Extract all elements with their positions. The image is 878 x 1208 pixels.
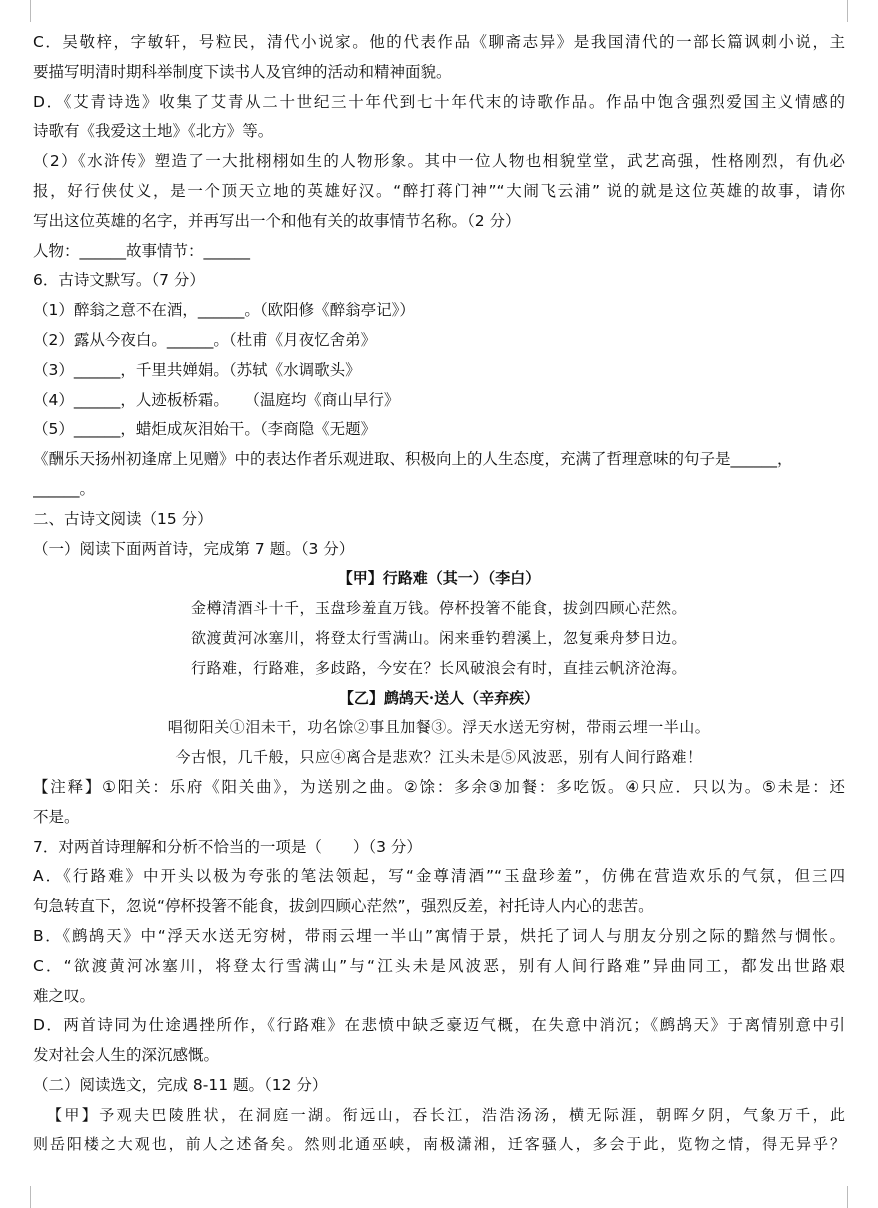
question-5-2-line-3: 写出这位英雄的名字，并再写出一个和他有关的故事情节名称。（2 分） (33, 211, 521, 230)
passage-jia-line-1: 【甲】予观夫巴陵胜状，在洞庭一湖。衔远山，吞长江，浩浩汤汤，横无际涯，朝晖夕阴，气象万千，此 (47, 1105, 845, 1124)
question-6-item-1: （1）醉翁之意不在酒，______。（欧阳修《醉翁亭记》） (33, 301, 415, 320)
poem-yi-title: 【乙】鹧鸪天·送人（辛弃疾） (338, 688, 540, 707)
question-7-option-c-line-1: C．“欲渡黄河冰塞川，将登太行雪满山”与“江头未是风波恶，别有人间行路难”异曲同工，都发出世路艰 (33, 956, 845, 975)
poem-yi-line-1: 唱彻阳关①泪未干，功名馀②事且加餐③。浮天水送无穷树，带雨云埋一半山。 (167, 718, 711, 737)
crop-mark-bottom-right (847, 1186, 848, 1208)
question-6-item-3: （3）______，千里共婵娟。（苏轼《水调歌头》 (33, 360, 361, 379)
option-c-line-1: C．吴敬梓，字敏轩，号粒民，清代小说家。他的代表作品《聊斋志异》是我国清代的一部长篇讽刺小说，主 (33, 33, 845, 51)
section-2-heading: 二、古诗文阅读（15 分） (33, 509, 213, 528)
subsection-1-heading: （一）阅读下面两首诗，完成第 7 题。（3 分） (33, 539, 355, 558)
poem-jia-line-2: 欲渡黄河冰塞川，将登太行雪满山。闲来垂钓碧溪上，忽复乘舟梦日边。 (190, 628, 687, 647)
question-7-option-d-line-1: D．两首诗同为仕途遇挫所作，《行路难》在悲愤中缺乏豪迈气概，在失意中消沉；《鹧鸪天》于离情别意中引 (33, 1016, 845, 1035)
crop-mark-top-right (847, 0, 848, 22)
question-6-item-4: （4）______，人迹板桥霜。 （温庭均《商山早行》 (33, 390, 400, 409)
poem-jia-line-1: 金樽清酒斗十千，玉盘珍羞直万钱。停杯投箸不能食，拔剑四顾心茫然。 (190, 599, 687, 618)
question-6-item-5: （5）______，蜡炬成灰泪始干。（李商隐《无题》 (33, 420, 377, 439)
question-5-2-line-2: 报，好行侠仗义，是一个顶天立地的英雄好汉。“醉打蒋门神”“大闹飞云浦” 说的就是这位英雄的故事，请你 (33, 181, 845, 200)
question-7-option-a-line-1: A．《行路难》中开头以极为夸张的笔法领起，写“金尊清酒”“玉盘珍羞”，仿佛在营造欢乐的气氛，但三四 (33, 867, 845, 886)
question-6-item-2: （2）露从今夜白。______。（杜甫《月夜忆舍弟》 (33, 330, 377, 349)
question-7-option-c-line-2: 难之叹。 (33, 986, 96, 1005)
passage-jia-line-2: 则岳阳楼之大观也，前人之述备矣。然则北通巫峡，南极潇湘，迁客骚人，多会于此，览物之情，得无异乎？ (33, 1135, 845, 1154)
poem-jia-title: 【甲】行路难（其一）（李白） (337, 569, 541, 588)
option-c-line-2: 要描写明清时期科举制度下读书人及官绅的活动和精神面貌。 (33, 62, 452, 81)
annotation-line-2: 不是。 (33, 807, 80, 826)
document-body (33, 28, 845, 1160)
question-7-option-a-line-2: 句急转直下，忽说“停杯投箸不能食，拔剑四顾心茫然”，强烈反差，衬托诗人内心的悲苦。 (33, 897, 654, 916)
crop-mark-top-left (30, 0, 31, 22)
poem-yi-line-2: 今古恨，几千般，只应④离合是悲欢？江头未是⑤风波恶，别有人间行路难！ (175, 748, 703, 767)
option-d-line-1: D．《艾青诗选》收集了艾青从二十世纪三十年代到七十年代末的诗歌作品。作品中饱含强烈爱国主义情感的 (33, 92, 845, 111)
question-7-option-b: B．《鹧鸪天》中“浮天水送无穷树，带雨云埋一半山”寓情于景，烘托了词人与朋友分别之际的黯然与惆怅。 (33, 926, 845, 945)
subsection-2-heading: （二）阅读选文，完成 8-11 题。（12 分） (33, 1075, 328, 1094)
question-7-heading: 7．对两首诗理解和分析不恰当的一项是（ ）（3 分） (33, 837, 422, 856)
question-6-item-6-line-2: ______。 (33, 479, 96, 498)
question-6-item-6-line-1: 《酬乐天扬州初逢席上见赠》中的表达作者乐观进取、积极向上的人生态度，充满了哲理意味的句子是______， (33, 450, 793, 469)
poem-jia-line-3: 行路难，行路难，多歧路，今安在？长风破浪会有时，直挂云帆济沧海。 (190, 658, 687, 677)
annotation-line-1: 【注释】①阳关：乐府《阳关曲》，为送别之曲。②馀：多余③加餐：多吃饭。④只应．只以为。⑤未是：还 (33, 777, 845, 796)
answer-blank-line: 人物：______故事情节：______ (33, 241, 251, 260)
question-6-heading: 6．古诗文默写。（7 分） (33, 271, 205, 290)
option-d-line-2: 诗歌有《我爱这土地》《北方》等。 (33, 122, 274, 141)
crop-mark-bottom-left (30, 1186, 31, 1208)
question-5-2-line-1: （2）《水浒传》塑造了一大批栩栩如生的人物形象。其中一位人物也相貌堂堂，武艺高强，性格刚烈，有仇必 (33, 152, 845, 171)
question-7-option-d-line-2: 发对社会人生的深沉感慨。 (33, 1046, 220, 1065)
